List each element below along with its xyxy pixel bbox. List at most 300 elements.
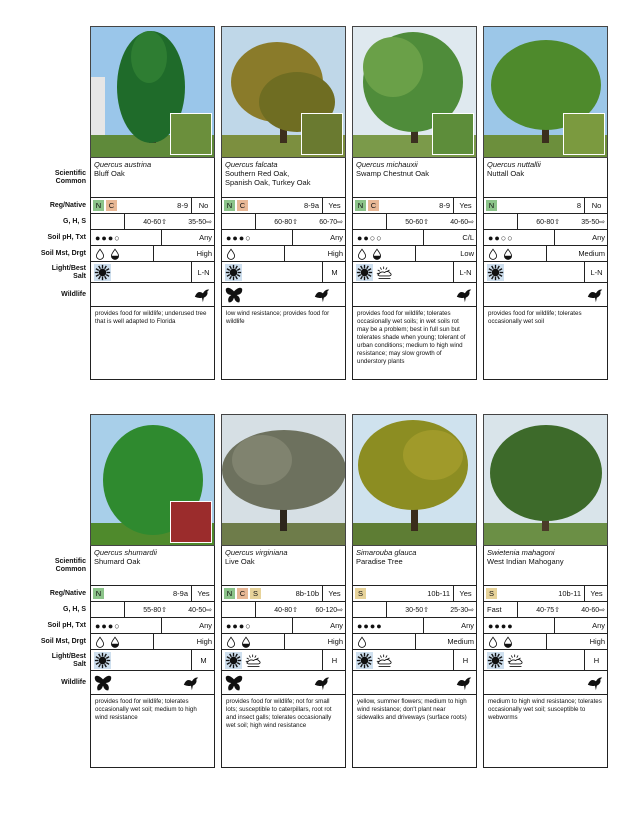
regions [222, 586, 284, 601]
soil-texture: Any [292, 618, 346, 633]
region-badge: N [93, 588, 104, 599]
region-badge: N [224, 588, 235, 599]
spread: 40-60⇨ [450, 218, 474, 226]
soil-texture: Any [554, 618, 608, 633]
height: 40-75⇧ [517, 602, 563, 617]
plant-card [221, 26, 346, 379]
region-badge: N [486, 200, 497, 211]
label-row-light [36, 650, 86, 671]
reg-native-row [484, 586, 607, 602]
drought-tolerance: Low [415, 246, 477, 261]
soil-moisture-row [484, 246, 607, 262]
native-status: Yes [322, 198, 346, 213]
reg-native-row [222, 586, 345, 602]
soil-texture: Any [161, 618, 215, 633]
bird-icon [182, 674, 200, 692]
wildlife-icons [484, 283, 608, 306]
label-reg-native: Reg/Native [49, 590, 86, 597]
reg-native-row [353, 198, 476, 214]
soil-ph-row [484, 618, 607, 634]
soil-texture: Any [554, 230, 608, 245]
photo-frame [352, 26, 477, 158]
bird-icon [455, 674, 473, 692]
tree-photo [484, 415, 608, 546]
description: low wind resistance; provides food for wildlife [226, 310, 330, 325]
reg-native-row [91, 586, 214, 602]
label-row-reg [36, 586, 86, 602]
ghs-row [222, 214, 345, 230]
butterfly-icon [94, 674, 112, 692]
region-badge: S [250, 588, 261, 599]
description: provides food for wildlife; tolerates occasionally wet soil; medium to high wind resistance [95, 698, 197, 721]
plant-card [483, 414, 608, 767]
wildlife-icons [484, 671, 608, 694]
light-row [484, 650, 607, 671]
ghs-row [353, 602, 476, 618]
description: yellow, summer flowers; medium to high wind resistance; don't plant near sidewalks and driveways (surface roots) [357, 698, 467, 721]
plant-card [352, 26, 477, 379]
light-icons [91, 262, 191, 282]
soil-ph-row [484, 230, 607, 246]
wildlife-row [353, 671, 476, 695]
drought-tolerance: High [284, 246, 346, 261]
moisture-icons [222, 634, 284, 649]
light-icons [484, 262, 584, 282]
region-badge: C [237, 588, 248, 599]
label-light: Light/Best [51, 264, 86, 272]
scientific-name: Quercus virginiana [225, 548, 288, 557]
growth-rate [356, 214, 386, 229]
light-row [91, 262, 214, 283]
growth-rate [94, 214, 124, 229]
growth-rate [225, 602, 255, 617]
region-badge: S [486, 588, 497, 599]
height: 60-80⇧ [255, 214, 301, 229]
wildlife-icons [353, 671, 477, 694]
sun-icon [487, 264, 504, 281]
drought-tolerance: High [153, 246, 215, 261]
bird-icon [586, 674, 604, 692]
wildlife-icons [91, 671, 215, 694]
leaf-inset-photo [170, 501, 212, 543]
bird-icon [193, 286, 211, 304]
soil-ph-row [222, 618, 345, 634]
plant-card [352, 414, 477, 767]
label-row-wild [36, 671, 86, 695]
common-name: West Indian Mahogany [487, 557, 564, 566]
leaf-inset-photo [563, 113, 605, 155]
growth-rate [356, 602, 386, 617]
label-row-name [36, 158, 86, 198]
plant-card [221, 414, 346, 767]
ph-dots: ●●●○ [95, 620, 121, 631]
growth-rate [487, 214, 517, 229]
soil-moisture-row [484, 634, 607, 650]
moisture-icons [353, 634, 415, 649]
zone: 10b-11 [427, 589, 450, 598]
label-light: Light/Best [51, 652, 86, 660]
moisture-icons [91, 634, 153, 649]
data-grid [221, 158, 346, 380]
common-name: Southern Red Oak, [225, 169, 290, 178]
ph-dots: ●●●● [488, 620, 514, 631]
salt-tolerance: L-N [191, 262, 215, 282]
label-row-ph [36, 618, 86, 634]
data-grid [483, 158, 608, 380]
spread: 35-50⇨ [188, 218, 212, 226]
wildlife-icons [353, 283, 477, 306]
region-badge: N [93, 200, 104, 211]
spread: 40-50⇨ [188, 606, 212, 614]
soil-texture: Any [292, 230, 346, 245]
leaf-inset-photo [170, 113, 212, 155]
light-icons [353, 262, 453, 282]
soil-ph-row [222, 230, 345, 246]
half-drop-icon [502, 636, 514, 648]
sun-icon [225, 264, 242, 281]
common-name: Live Oak [225, 557, 255, 566]
name-row [91, 158, 214, 198]
tree-photo [222, 415, 346, 546]
soil-moisture-row [353, 246, 476, 262]
sun-icon [487, 652, 504, 669]
light-icons [222, 262, 322, 282]
moisture-icons [353, 246, 415, 261]
sun-icon [356, 652, 373, 669]
soil-moisture-row [222, 634, 345, 650]
height: 50-60⇧ [386, 214, 432, 229]
partial-shade-icon [507, 652, 524, 669]
common-name: Swamp Chestnut Oak [356, 169, 429, 178]
water-drop-icon [94, 248, 106, 260]
label-row-mst [36, 634, 86, 650]
water-drop-icon [225, 248, 237, 260]
scientific-name: Quercus falcata [225, 160, 278, 169]
ghs-row [353, 214, 476, 230]
wildlife-row [222, 671, 345, 695]
name-row [91, 546, 214, 586]
zone: 8-9 [439, 201, 450, 210]
scientific-name: Swietenia mahagoni [487, 548, 555, 557]
label-row-name [36, 546, 86, 586]
native-status: Yes [584, 586, 608, 601]
drought-tolerance: Medium [546, 246, 608, 261]
common-name: Shumard Oak [94, 557, 141, 566]
soil-ph-row [91, 618, 214, 634]
regions [353, 586, 415, 601]
label-row-wild [36, 283, 86, 307]
half-drop-icon [502, 248, 514, 260]
water-drop-icon [225, 636, 237, 648]
wildlife-row [484, 671, 607, 695]
ghs-row [484, 214, 607, 230]
wildlife-row [91, 671, 214, 695]
half-drop-icon [371, 248, 383, 260]
label-common: Common [55, 566, 86, 573]
water-drop-icon [487, 636, 499, 648]
data-grid [352, 546, 477, 768]
soil-texture: Any [423, 618, 477, 633]
photo-frame [221, 26, 346, 158]
soil-ph-row [353, 618, 476, 634]
salt-tolerance: M [322, 262, 346, 282]
label-row-desc [36, 307, 86, 379]
label-row-ph [36, 230, 86, 246]
native-status: Yes [453, 586, 477, 601]
salt-tolerance: H [584, 650, 608, 670]
moisture-icons [484, 634, 546, 649]
native-status: Yes [322, 586, 346, 601]
photo-frame [483, 414, 608, 546]
photo-frame [90, 414, 215, 546]
label-soil-moisture: Soil Mst, Drgt [40, 250, 86, 257]
bird-icon [313, 286, 331, 304]
name-row [353, 158, 476, 198]
wildlife-row [353, 283, 476, 307]
growth-rate [94, 602, 124, 617]
light-row [353, 650, 476, 671]
spread: 60-120⇨ [315, 606, 343, 614]
height: 60-80⇧ [517, 214, 563, 229]
ghs-row [91, 602, 214, 618]
soil-moisture-row [222, 246, 345, 262]
partial-shade-icon [376, 652, 393, 669]
label-scientific: Scientific [54, 170, 86, 177]
water-drop-icon [487, 248, 499, 260]
soil-texture: Any [161, 230, 215, 245]
label-scientific: Scientific [54, 558, 86, 565]
region-badge: C [106, 200, 117, 211]
soil-texture: C/L [423, 230, 477, 245]
region-badge: S [355, 588, 366, 599]
butterfly-icon [225, 674, 243, 692]
soil-moisture-row [91, 246, 214, 262]
wildlife-row [484, 283, 607, 307]
wildlife-row [222, 283, 345, 307]
bird-icon [455, 286, 473, 304]
salt-tolerance: L-N [453, 262, 477, 282]
ph-dots: ●●●○ [226, 620, 252, 631]
bird-icon [586, 286, 604, 304]
growth-rate [225, 214, 255, 229]
drought-tolerance: High [284, 634, 346, 649]
half-drop-icon [240, 636, 252, 648]
ph-dots: ●●●○ [95, 232, 121, 243]
region-badge: N [355, 200, 366, 211]
native-status: No [191, 198, 215, 213]
label-ghs: G, H, S [63, 606, 86, 613]
name-row [222, 158, 345, 198]
common-name: Spanish Oak, Turkey Oak [225, 178, 311, 187]
water-drop-icon [356, 636, 368, 648]
reg-native-row [222, 198, 345, 214]
description: provides food for wildlife; tolerates occasionally wet soils; in wet soils rot may be a problem; best in full sun but tolerates shade when young; tolerant of urban conditions; medium to high wind resistance; may slow growth of understory plants [357, 310, 466, 365]
water-drop-icon [94, 636, 106, 648]
data-grid [90, 546, 215, 768]
light-row [222, 262, 345, 283]
wildlife-icons [91, 283, 215, 306]
plant-card [90, 414, 215, 767]
spread: 35-50⇨ [581, 218, 605, 226]
butterfly-icon [225, 286, 243, 304]
label-common: Common [55, 178, 86, 185]
plant-card [90, 26, 215, 379]
common-name: Nuttall Oak [487, 169, 525, 178]
description: provides food for wildlife; tolerates occasionally wet soil [488, 310, 582, 325]
data-grid [352, 158, 477, 380]
partial-shade-icon [245, 652, 262, 669]
region-badge: C [368, 200, 379, 211]
name-row [484, 158, 607, 198]
description: provides food for wildlife; not for small lots; susceptible to caterpillars, root rot and insect galls; tolerates occasionally wet soil; high wind resistance [226, 698, 332, 729]
soil-ph-row [91, 230, 214, 246]
zone: 8-9a [303, 201, 319, 210]
half-drop-icon [109, 636, 121, 648]
drought-tolerance: High [153, 634, 215, 649]
height: 55-80⇧ [124, 602, 170, 617]
regions [91, 586, 153, 601]
label-ghs: G, H, S [63, 218, 86, 225]
salt-tolerance: M [191, 650, 215, 670]
label-row-mst [36, 246, 86, 262]
light-row [91, 650, 214, 671]
label-soil-ph: Soil pH, Txt [47, 234, 86, 241]
spread: 40-60⇨ [581, 606, 605, 614]
salt-tolerance: L-N [584, 262, 608, 282]
moisture-icons [91, 246, 153, 261]
light-row [222, 650, 345, 671]
regions [484, 198, 546, 213]
photo-frame [352, 414, 477, 546]
zone: 8b-10b [295, 589, 319, 598]
data-grid [221, 546, 346, 768]
light-icons [353, 650, 453, 670]
label-row-desc [36, 695, 86, 767]
zone: 8 [576, 201, 581, 210]
drought-tolerance: Medium [415, 634, 477, 649]
label-salt: Salt [73, 660, 86, 668]
regions [91, 198, 153, 213]
sun-icon [94, 264, 111, 281]
moisture-icons [484, 246, 546, 261]
description: provides food for wildlife; underused tree that is well adapted to Florida [95, 310, 207, 325]
leaf-inset-photo [301, 113, 343, 155]
water-drop-icon [356, 248, 368, 260]
sun-icon [225, 652, 242, 669]
sun-icon [356, 264, 373, 281]
label-row-ghs [36, 602, 86, 618]
soil-moisture-row [353, 634, 476, 650]
spread: 25-30⇨ [450, 606, 474, 614]
soil-ph-row [353, 230, 476, 246]
half-drop-icon [109, 248, 121, 260]
native-status: Yes [191, 586, 215, 601]
regions [222, 198, 284, 213]
light-row [353, 262, 476, 283]
height: 30-50⇧ [386, 602, 432, 617]
bird-icon [313, 674, 331, 692]
region-badge: C [237, 200, 248, 211]
data-grid [483, 546, 608, 768]
light-icons [91, 650, 191, 670]
ghs-row [484, 602, 607, 618]
wildlife-icons [222, 671, 346, 694]
description: medium to high wind resistance; tolerates occasionally wet soil; susceptible to webworms [488, 698, 602, 721]
photo-frame [90, 26, 215, 158]
ghs-row [222, 602, 345, 618]
reg-native-row [484, 198, 607, 214]
light-row [484, 262, 607, 283]
plant-card [483, 26, 608, 379]
ph-dots: ●●●○ [226, 232, 252, 243]
zone: 8-9a [172, 589, 188, 598]
scientific-name: Simarouba glauca [356, 548, 417, 557]
light-icons [484, 650, 584, 670]
light-icons [222, 650, 322, 670]
data-grid [90, 158, 215, 380]
leaf-inset-photo [432, 113, 474, 155]
label-soil-moisture: Soil Mst, Drgt [40, 638, 86, 645]
wildlife-icons [222, 283, 346, 306]
salt-tolerance: H [322, 650, 346, 670]
spread: 60-70⇨ [319, 218, 343, 226]
label-row-light [36, 262, 86, 283]
zone: 8-9 [177, 201, 188, 210]
native-status: Yes [453, 198, 477, 213]
reg-native-row [353, 586, 476, 602]
label-row-reg [36, 198, 86, 214]
ph-dots: ●●○○ [488, 232, 514, 243]
reg-native-row [91, 198, 214, 214]
drought-tolerance: High [546, 634, 608, 649]
scientific-name: Quercus nuttallii [487, 160, 541, 169]
salt-tolerance: H [453, 650, 477, 670]
photo-frame [483, 26, 608, 158]
regions [353, 198, 415, 213]
label-reg-native: Reg/Native [49, 202, 86, 209]
ph-dots: ●●○○ [357, 232, 383, 243]
scientific-name: Quercus shumardii [94, 548, 157, 557]
growth-rate: Fast [487, 605, 502, 614]
photo-frame [221, 414, 346, 546]
label-wildlife: Wildlife [61, 291, 86, 298]
native-status: No [584, 198, 608, 213]
partial-shade-icon [376, 264, 393, 281]
sun-icon [94, 652, 111, 669]
zone: 10b-11 [558, 589, 581, 598]
common-name: Paradise Tree [356, 557, 403, 566]
name-row [484, 546, 607, 586]
name-row [353, 546, 476, 586]
label-soil-ph: Soil pH, Txt [47, 622, 86, 629]
ghs-row [91, 214, 214, 230]
height: 40-80⇧ [255, 602, 301, 617]
moisture-icons [222, 246, 284, 261]
region-badge: N [224, 200, 235, 211]
label-wildlife: Wildlife [61, 679, 86, 686]
soil-moisture-row [91, 634, 214, 650]
wildlife-row [91, 283, 214, 307]
name-row [222, 546, 345, 586]
regions [484, 586, 546, 601]
ph-dots: ●●●● [357, 620, 383, 631]
scientific-name: Quercus austrina [94, 160, 152, 169]
scientific-name: Quercus michauxii [356, 160, 418, 169]
tree-photo [353, 415, 477, 546]
label-row-ghs [36, 214, 86, 230]
height: 40-60⇧ [124, 214, 170, 229]
label-salt: Salt [73, 272, 86, 280]
